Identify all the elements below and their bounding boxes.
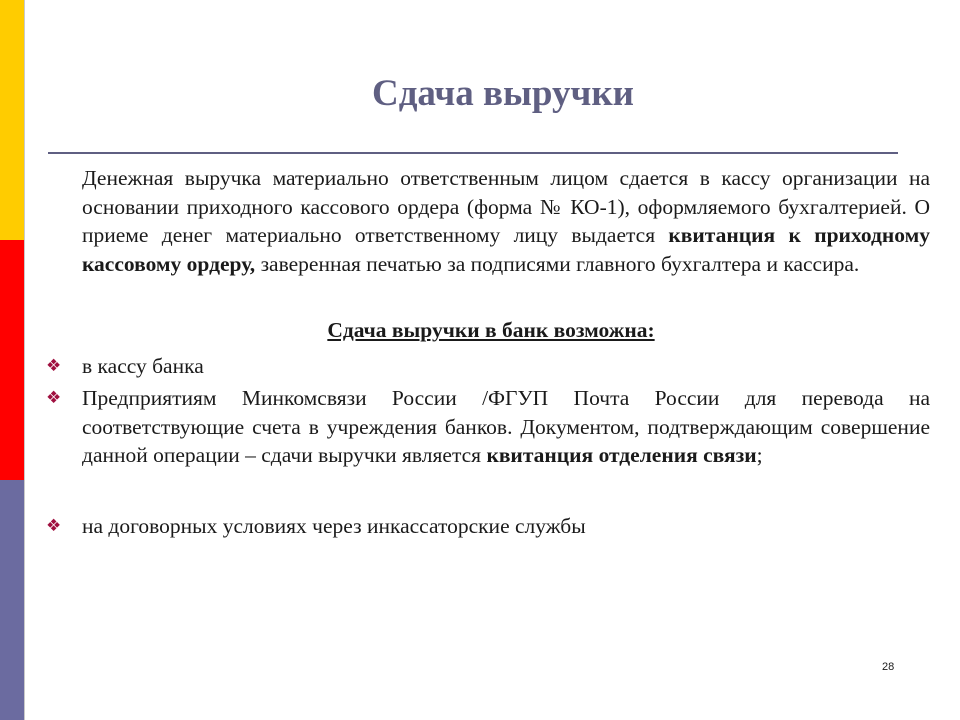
slide-title: Сдача выручки [371, 73, 635, 114]
intro-paragraph [82, 164, 930, 278]
paragraph-text-end: заверенная печатью за подписями главного бухгалтера и кассира. [255, 251, 860, 276]
list-item-bold-term: квитанция отделения связи [486, 443, 757, 467]
sidebar-segment-slate [0, 480, 24, 720]
paragraph-text-start: Денежная выручка материально ответственным лицом сдается в кассу организации на основании приходного кассового ордера (форма № КО-1), оформляемого бухгалтерией. О приеме денег материально ответственному лицу выдается [82, 166, 930, 247]
paragraph-bold-term: квитанция к приходному кассовому ордеру, [82, 223, 931, 276]
list-item-text: на договорных условиях через инкассаторские службы [82, 514, 586, 538]
title-underline [48, 152, 898, 154]
diamond-bullet-icon: ❖ [46, 388, 62, 408]
list-item-text-end: ; [756, 443, 763, 467]
sidebar-segment-red [0, 240, 24, 480]
bank-deposit-heading: Сдача выручки в банк возможна: [327, 318, 655, 342]
sidebar-segment-yellow [0, 0, 24, 240]
list-item-text [82, 384, 930, 470]
page-number: 28 [882, 661, 895, 673]
list-item-text-start: Предприятиям Минкомсвязи России /ФГУП Почта России для перевода на соответствующие счета в учреждения банков. Документом, подтверждающим совершение данной операции – сдачи выручки является [82, 386, 930, 467]
list-item-text: в кассу банка [82, 354, 204, 378]
diamond-bullet-icon: ❖ [46, 356, 62, 376]
diamond-bullet-icon: ❖ [46, 516, 62, 536]
